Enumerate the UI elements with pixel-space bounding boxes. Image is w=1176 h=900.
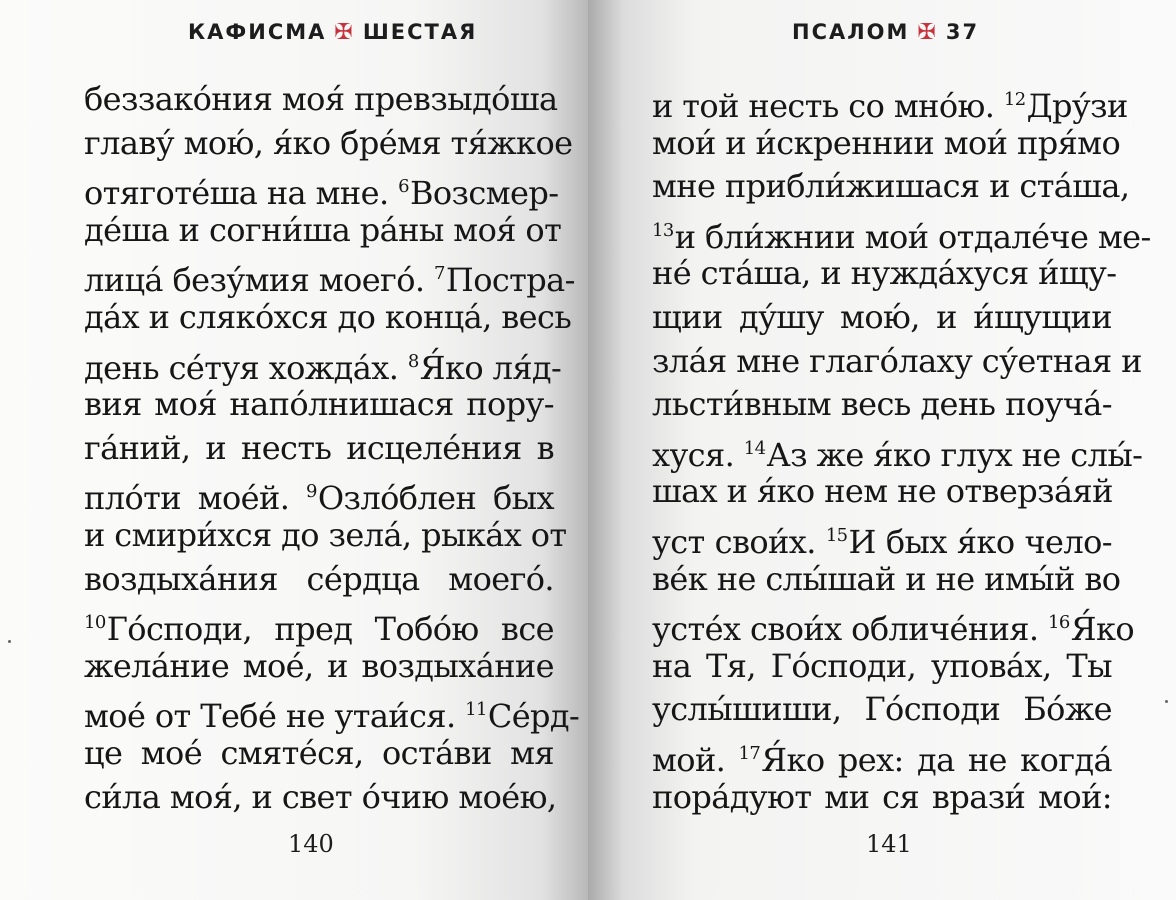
verse-text: Я́ко рех: да не когда́ xyxy=(761,740,1112,779)
text-line xyxy=(652,427,1143,474)
page-number-left: 140 xyxy=(288,830,334,858)
verse-number: 13 xyxy=(652,219,674,241)
verse-number: 16 xyxy=(1048,612,1070,634)
verse-text: щии ду́шу мою́, и и́щущии xyxy=(652,297,1112,336)
verse-text: хуся. xyxy=(652,435,744,474)
text-line xyxy=(84,296,572,340)
text-line xyxy=(652,601,1135,649)
verse-text: Го́споди, пред Тобо́ю все xyxy=(106,610,554,649)
verse-text: Я́ко xyxy=(1070,610,1135,649)
text-line xyxy=(84,601,554,649)
text-line xyxy=(84,514,567,558)
left-page-text xyxy=(84,78,580,819)
verse-number: 10 xyxy=(84,612,106,634)
verse-text: И бых я́ко чело- xyxy=(848,522,1112,561)
verse-text: отяготе́ша на мне. xyxy=(84,174,399,213)
verse-number: 9 xyxy=(306,481,317,503)
text-line xyxy=(84,78,558,122)
text-line xyxy=(652,209,1151,256)
scan-speck xyxy=(1165,700,1168,703)
text-line xyxy=(652,122,1121,166)
verse-number: 12 xyxy=(1003,89,1026,110)
text-line xyxy=(652,732,1112,779)
running-header-left xyxy=(188,20,477,45)
verse-text: лица́ безу́мия моего́. xyxy=(84,261,435,300)
verse-number: 11 xyxy=(465,699,487,721)
text-line xyxy=(84,645,554,689)
verse-number: 17 xyxy=(738,742,761,764)
text-line xyxy=(652,340,1142,384)
verse-text: не́ ста́ша, и нужда́хуся и́щу- xyxy=(652,254,1117,293)
scan-speck xyxy=(8,640,11,643)
verse-number: 14 xyxy=(743,437,766,459)
text-line xyxy=(652,558,1121,602)
text-line xyxy=(84,383,554,427)
verse-text: га́ний, и несть исцеле́ния в xyxy=(84,428,554,467)
text-line xyxy=(652,296,1112,340)
verse-text: на Тя, Го́споди, упова́х, Ты xyxy=(652,646,1112,685)
verse-text: Возсмер- xyxy=(409,174,559,213)
right-page xyxy=(588,0,1176,900)
text-line xyxy=(652,165,1130,209)
verse-text: Я́ко ля́д- xyxy=(419,348,562,387)
text-line xyxy=(84,427,554,471)
text-line xyxy=(84,165,559,213)
text-line xyxy=(652,252,1117,296)
verse-text: главу́ мою́, я́ко бре́мя тя́жкое xyxy=(84,123,573,162)
verse-text: воздыха́ния се́рдца моего́. xyxy=(84,559,554,598)
verse-text: де́ша и согни́ша ра́ны моя́ от xyxy=(84,210,562,249)
verse-text: уст свои́х. xyxy=(652,522,826,561)
text-line xyxy=(84,252,575,300)
verse-text: и смири́хся до зела́, рыка́х от xyxy=(84,515,567,554)
header-right-word: 37 xyxy=(945,20,980,44)
page-number-right: 141 xyxy=(866,830,912,858)
verse-text: мой. xyxy=(652,740,739,779)
verse-text: Пострa- xyxy=(445,261,575,300)
verse-text: шах и я́ко нем не отверза́яй xyxy=(652,472,1113,511)
cross-ornament-icon: ✠ xyxy=(334,20,355,45)
verse-number: 15 xyxy=(825,524,848,546)
verse-text: Дру́зи xyxy=(1026,87,1128,125)
cross-ornament-icon: ✠ xyxy=(917,20,938,45)
running-header-right xyxy=(792,20,979,45)
verse-text: Аз же я́ко глух не слы́- xyxy=(766,435,1143,474)
text-line xyxy=(84,209,562,253)
verse-text: мне прибли́жишася и ста́ша, xyxy=(652,167,1130,206)
verse-text: беззако́ния моя́ превзыдо́ша xyxy=(84,80,558,118)
header-right-word: ШЕСТАЯ xyxy=(362,20,478,44)
text-line xyxy=(84,470,554,518)
verse-text: Се́рд- xyxy=(487,697,580,736)
verse-text: мое́ от Тебе́ не утаи́ся. xyxy=(84,697,466,736)
text-line xyxy=(84,732,554,776)
verse-text: усте́х свои́х обличе́ния. xyxy=(652,610,1049,649)
text-line xyxy=(84,122,573,166)
verse-text: це мое́ смяте́ся, оста́ви мя xyxy=(84,733,554,772)
verse-text: льсти́вным весь день поуча́- xyxy=(652,385,1112,424)
text-line xyxy=(84,340,562,387)
verse-text: вия моя́ напо́лнишася пору- xyxy=(84,385,554,424)
header-left-word: КАФИСМА xyxy=(188,20,327,44)
header-left-word: ПСАЛОМ xyxy=(792,20,910,44)
verse-text: да́х и сляко́хся до конца́, весь xyxy=(84,297,572,336)
verse-text: услы́шиши, Го́споди Бо́же xyxy=(652,690,1112,729)
verse-text: си́ла моя́, и свет о́чию мое́ю, xyxy=(84,777,557,816)
text-line xyxy=(652,514,1112,561)
text-line xyxy=(84,776,557,820)
verse-number: 7 xyxy=(434,263,445,285)
verse-text: Озло́блен бых xyxy=(317,479,554,518)
verse-text: мои́ и и́скреннии мои́ пря́мо xyxy=(652,123,1121,162)
verse-text: день се́туя хожда́х. xyxy=(84,348,408,387)
text-line xyxy=(652,78,1128,125)
verse-text: жела́ние мое́, и воздыха́ние xyxy=(84,646,554,685)
verse-text: зла́я мне глаго́лаху су́етная и xyxy=(652,341,1142,380)
text-line xyxy=(652,645,1112,689)
verse-number: 8 xyxy=(407,350,419,372)
verse-text: пора́дуют ми ся врази́ мои́: xyxy=(652,777,1112,816)
verse-number: 6 xyxy=(398,176,409,198)
text-line xyxy=(652,470,1112,514)
right-page-text xyxy=(652,78,1151,819)
text-line xyxy=(652,776,1112,820)
verse-text: пло́ти мое́й. xyxy=(84,479,307,518)
text-line xyxy=(652,688,1112,732)
text-line xyxy=(652,383,1112,427)
text-line xyxy=(84,688,580,736)
verse-text: и той несть со мно́ю. xyxy=(652,87,1004,125)
text-line xyxy=(84,558,554,602)
verse-text: ве́к не слы́шай и не имы́й во xyxy=(652,559,1121,598)
verse-text: и бли́жнии мои́ отдале́че ме- xyxy=(674,217,1151,256)
